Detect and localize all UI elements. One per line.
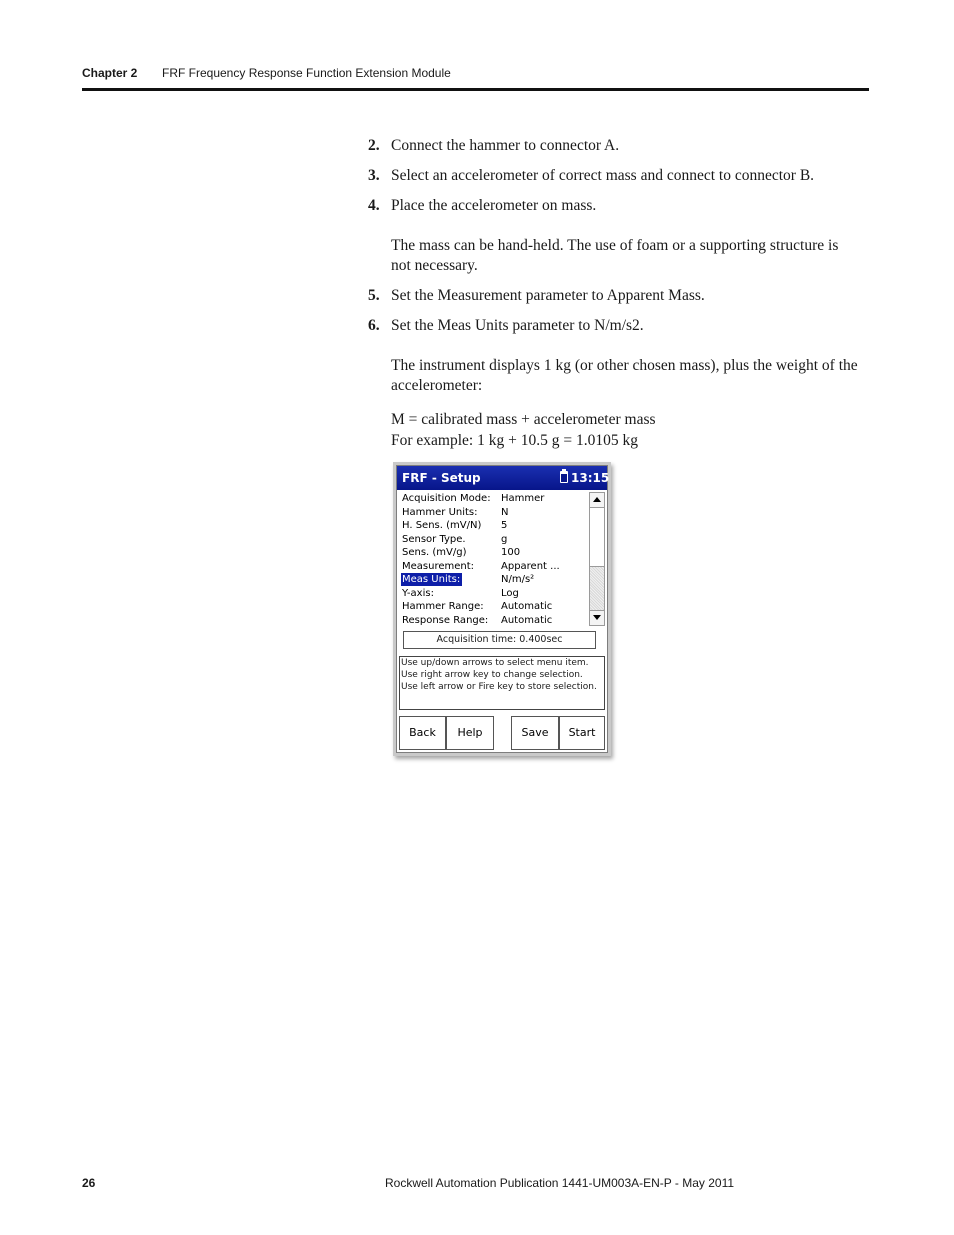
chapter-label: Chapter 2 [82,66,138,80]
device-screen [396,465,608,753]
scroll-up-button[interactable] [590,493,604,508]
device-screenshot [393,462,611,756]
note-line: The mass can be hand-held. The use of foam or a supporting structure is [391,237,839,254]
param-value: Log [501,587,519,599]
step-4-note [391,236,869,276]
section-title: FRF Frequency Response Function Extension Module [162,66,451,80]
scroll-thumb[interactable] [590,508,604,567]
param-key: Y-axis: [402,587,434,599]
step-number: 3. [368,167,380,184]
param-value: N [501,506,509,518]
scroll-down-button[interactable] [590,610,604,625]
step-text: Set the Measurement parameter to Apparent Mass. [391,287,705,304]
param-value: Automatic [501,601,553,612]
param-key: Sensor Type. [402,533,466,545]
param-value: g [501,533,508,545]
example-line: For example: 1 kg + 10.5 g = 1.0105 kg [391,432,638,449]
step-number: 4. [368,197,380,214]
param-key: Response Range: [402,614,489,626]
param-key: Meas Units: [402,574,461,585]
help-line: Use right arrow key to change selection. [401,670,583,680]
note-line: accelerometer: [391,377,483,394]
step-text: Connect the hammer to connector A. [391,137,620,154]
param-value: Automatic [501,614,553,626]
param-key: Acquisition Mode: [402,493,491,504]
param-value: N/m/s² [501,574,535,585]
arrow-up-icon [593,497,601,502]
note-line: The instrument displays 1 kg (or other chosen mass), plus the weight of the [391,357,858,374]
start-button[interactable]: Start [559,716,605,750]
device-titlebar [397,466,610,490]
help-line: Use left arrow or Fire key to store selection. [401,682,597,692]
param-value: 5 [501,520,508,531]
acquisition-time-field: Acquisition time: 0.400sec [403,631,596,649]
header-rule [82,88,869,91]
step-text: Set the Meas Units parameter to N/m/s2. [391,317,644,334]
param-key: Hammer Range: [402,601,484,612]
battery-icon [560,471,568,483]
device-clock: 13:15 [571,471,610,485]
parameter-list[interactable] [400,492,588,630]
vertical-scrollbar[interactable] [589,492,605,626]
param-value: Hammer [501,493,545,504]
step-6-note [391,356,869,396]
param-value: 100 [501,547,521,558]
help-text-box [399,656,605,710]
device-title: FRF - Setup [402,471,481,485]
help-line: Use up/down arrows to select menu item. [401,658,589,668]
step-text: Select an accelerometer of correct mass and connect to connector B. [391,167,815,184]
step-number: 6. [368,317,380,334]
step-number: 2. [368,137,380,154]
help-button[interactable]: Help [446,716,494,750]
param-key: Sens. (mV/g) [402,547,467,558]
arrow-down-icon [593,615,601,620]
formula-block [391,409,869,451]
note-line: not necessary. [391,257,478,274]
softkey-bar [397,714,607,752]
formula-line: M = calibrated mass + accelerometer mass [391,411,656,428]
back-button[interactable]: Back [399,716,446,750]
param-key: Measurement: [402,560,475,572]
param-value: Apparent ... [501,560,560,572]
publication-info: Rockwell Automation Publication 1441-UM003A-EN-P - May 2011 [385,1176,735,1190]
step-number: 5. [368,287,380,304]
save-button[interactable]: Save [511,716,559,750]
param-key: Hammer Units: [402,506,478,518]
param-key: H. Sens. (mV/N) [402,520,482,531]
step-text: Place the accelerometer on mass. [391,197,597,214]
page-number: 26 [82,1176,96,1190]
